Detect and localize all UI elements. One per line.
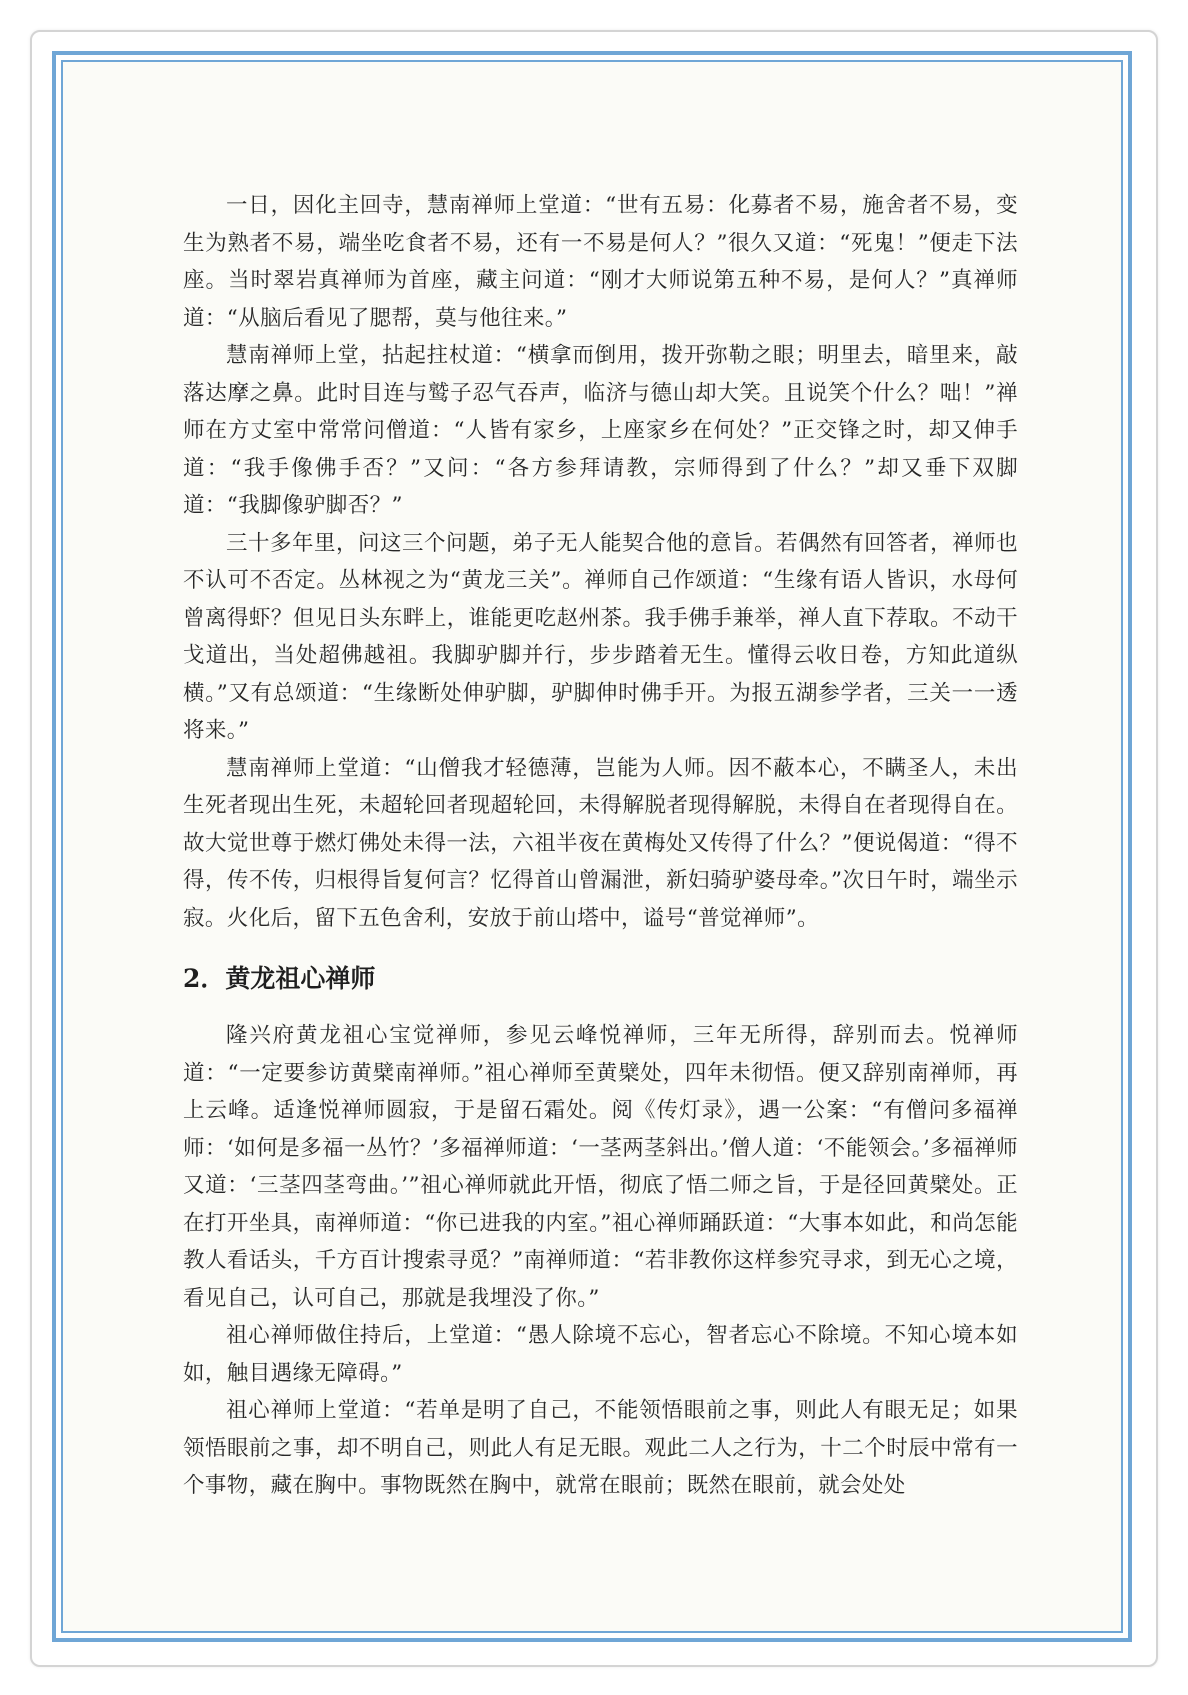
body-paragraph: 慧南禅师上堂道：“山僧我才轻德薄，岂能为人师。因不蔽本心，不瞒圣人，未出生死者现出生死，未超轮回者现超轮回，未得解脱者现得解脱，未得自在者现得自在。故大觉世尊于燃灯佛处未得一法，六祖半夜在黄梅处又传得了什么？”便说偈道：“得不得，传不传，归根得旨复何言？忆得首山曾漏泄，新妇骑驴婆母牵。”次日午时，端坐示寂。火化后，留下五色舍利，安放于前山塔中，谥号“普觉禅师”。 — [183, 755, 1018, 931]
page-frame — [52, 51, 1132, 1642]
page-frame-inner — [61, 60, 1123, 1633]
body-paragraph: 一日，因化主回寺，慧南禅师上堂道：“世有五易：化募者不易，施舍者不易，变生为熟者不易，端坐吃食者不易，还有一不易是何人？”很久又道：“死鬼！”便走下法座。当时翠岩真禅师为首座，藏主问道：“刚才大师说第五种不易，是何人？”真禅师道：“从脑后看见了腮帮，莫与他往来。” — [183, 193, 1018, 331]
section-heading: 2．黄龙祖心禅师 — [183, 964, 376, 993]
body-paragraph: 三十多年里，问这三个问题，弟子无人能契合他的意旨。若偶然有回答者，禅师也不认可不否定。丛林视之为“黄龙三关”。禅师自己作颂道：“生缘有语人皆识，水母何曾离得虾？但见日头东畔上，谁能更吃赵州茶。我手佛手兼举，禅人直下荐取。不动干戈道出，当处超佛越祖。我脚驴脚并行，步步踏着无生。懂得云收日卷，方知此道纵横。”又有总颂道：“生缘断处伸驴脚，驴脚伸时佛手开。为报五湖参学者，三关一一透将来。” — [183, 530, 1018, 743]
body-paragraph: 祖心禅师上堂道：“若单是明了自己，不能领悟眼前之事，则此人有眼无足；如果领悟眼前之事，却不明自己，则此人有足无眼。观此二人之行为，十二个时辰中常有一个事物，藏在胸中。事物既然在胸中，就常在眼前；既然在眼前，就会处处 — [183, 1398, 1018, 1498]
body-paragraph: 祖心禅师做住持后，上堂道：“愚人除境不忘心，智者忘心不除境。不知心境本如如，触目遇缘无障碍。” — [183, 1323, 1018, 1386]
body-paragraph: 隆兴府黄龙祖心宝觉禅师，参见云峰悦禅师，三年无所得，辞别而去。悦禅师道：“一定要参访黄檗南禅师。”祖心禅师至黄檗处，四年未彻悟。便又辞别南禅师，再上云峰。适逢悦禅师圆寂，于是留石霜处。阅《传灯录》，遇一公案：“有僧问多福禅师：‘如何是多福一丛竹？’多福禅师道：‘一茎两茎斜出。’僧人道：‘不能领会。’多福禅师又道：‘三茎四茎弯曲。’”祖心禅师就此开悟，彻底了悟二师之旨，于是径回黄檗处。正在打开坐具，南禅师道：“你已进我的内室。”祖心禅师踊跃道：“大事本如此，和尚怎能教人看话头，千方百计搜索寻觅？”南禅师道：“若非教你这样参究寻求，到无心之境，看见自己，认可自己，那就是我埋没了你。” — [183, 1023, 1018, 1311]
document-body — [183, 187, 1018, 1505]
body-paragraph: 慧南禅师上堂，拈起拄杖道：“横拿而倒用，拨开弥勒之眼；明里去，暗里来，敲落达摩之鼻。此时目连与鹫子忍气吞声，临济与德山却大笑。且说笑个什么？咄！”禅师在方丈室中常常问僧道：“人皆有家乡，上座家乡在何处？”正交锋之时，却又伸手道：“我手像佛手否？”又问：“各方参拜请教，宗师得到了什么？”却又垂下双脚道：“我脚像驴脚否？” — [183, 343, 1018, 518]
